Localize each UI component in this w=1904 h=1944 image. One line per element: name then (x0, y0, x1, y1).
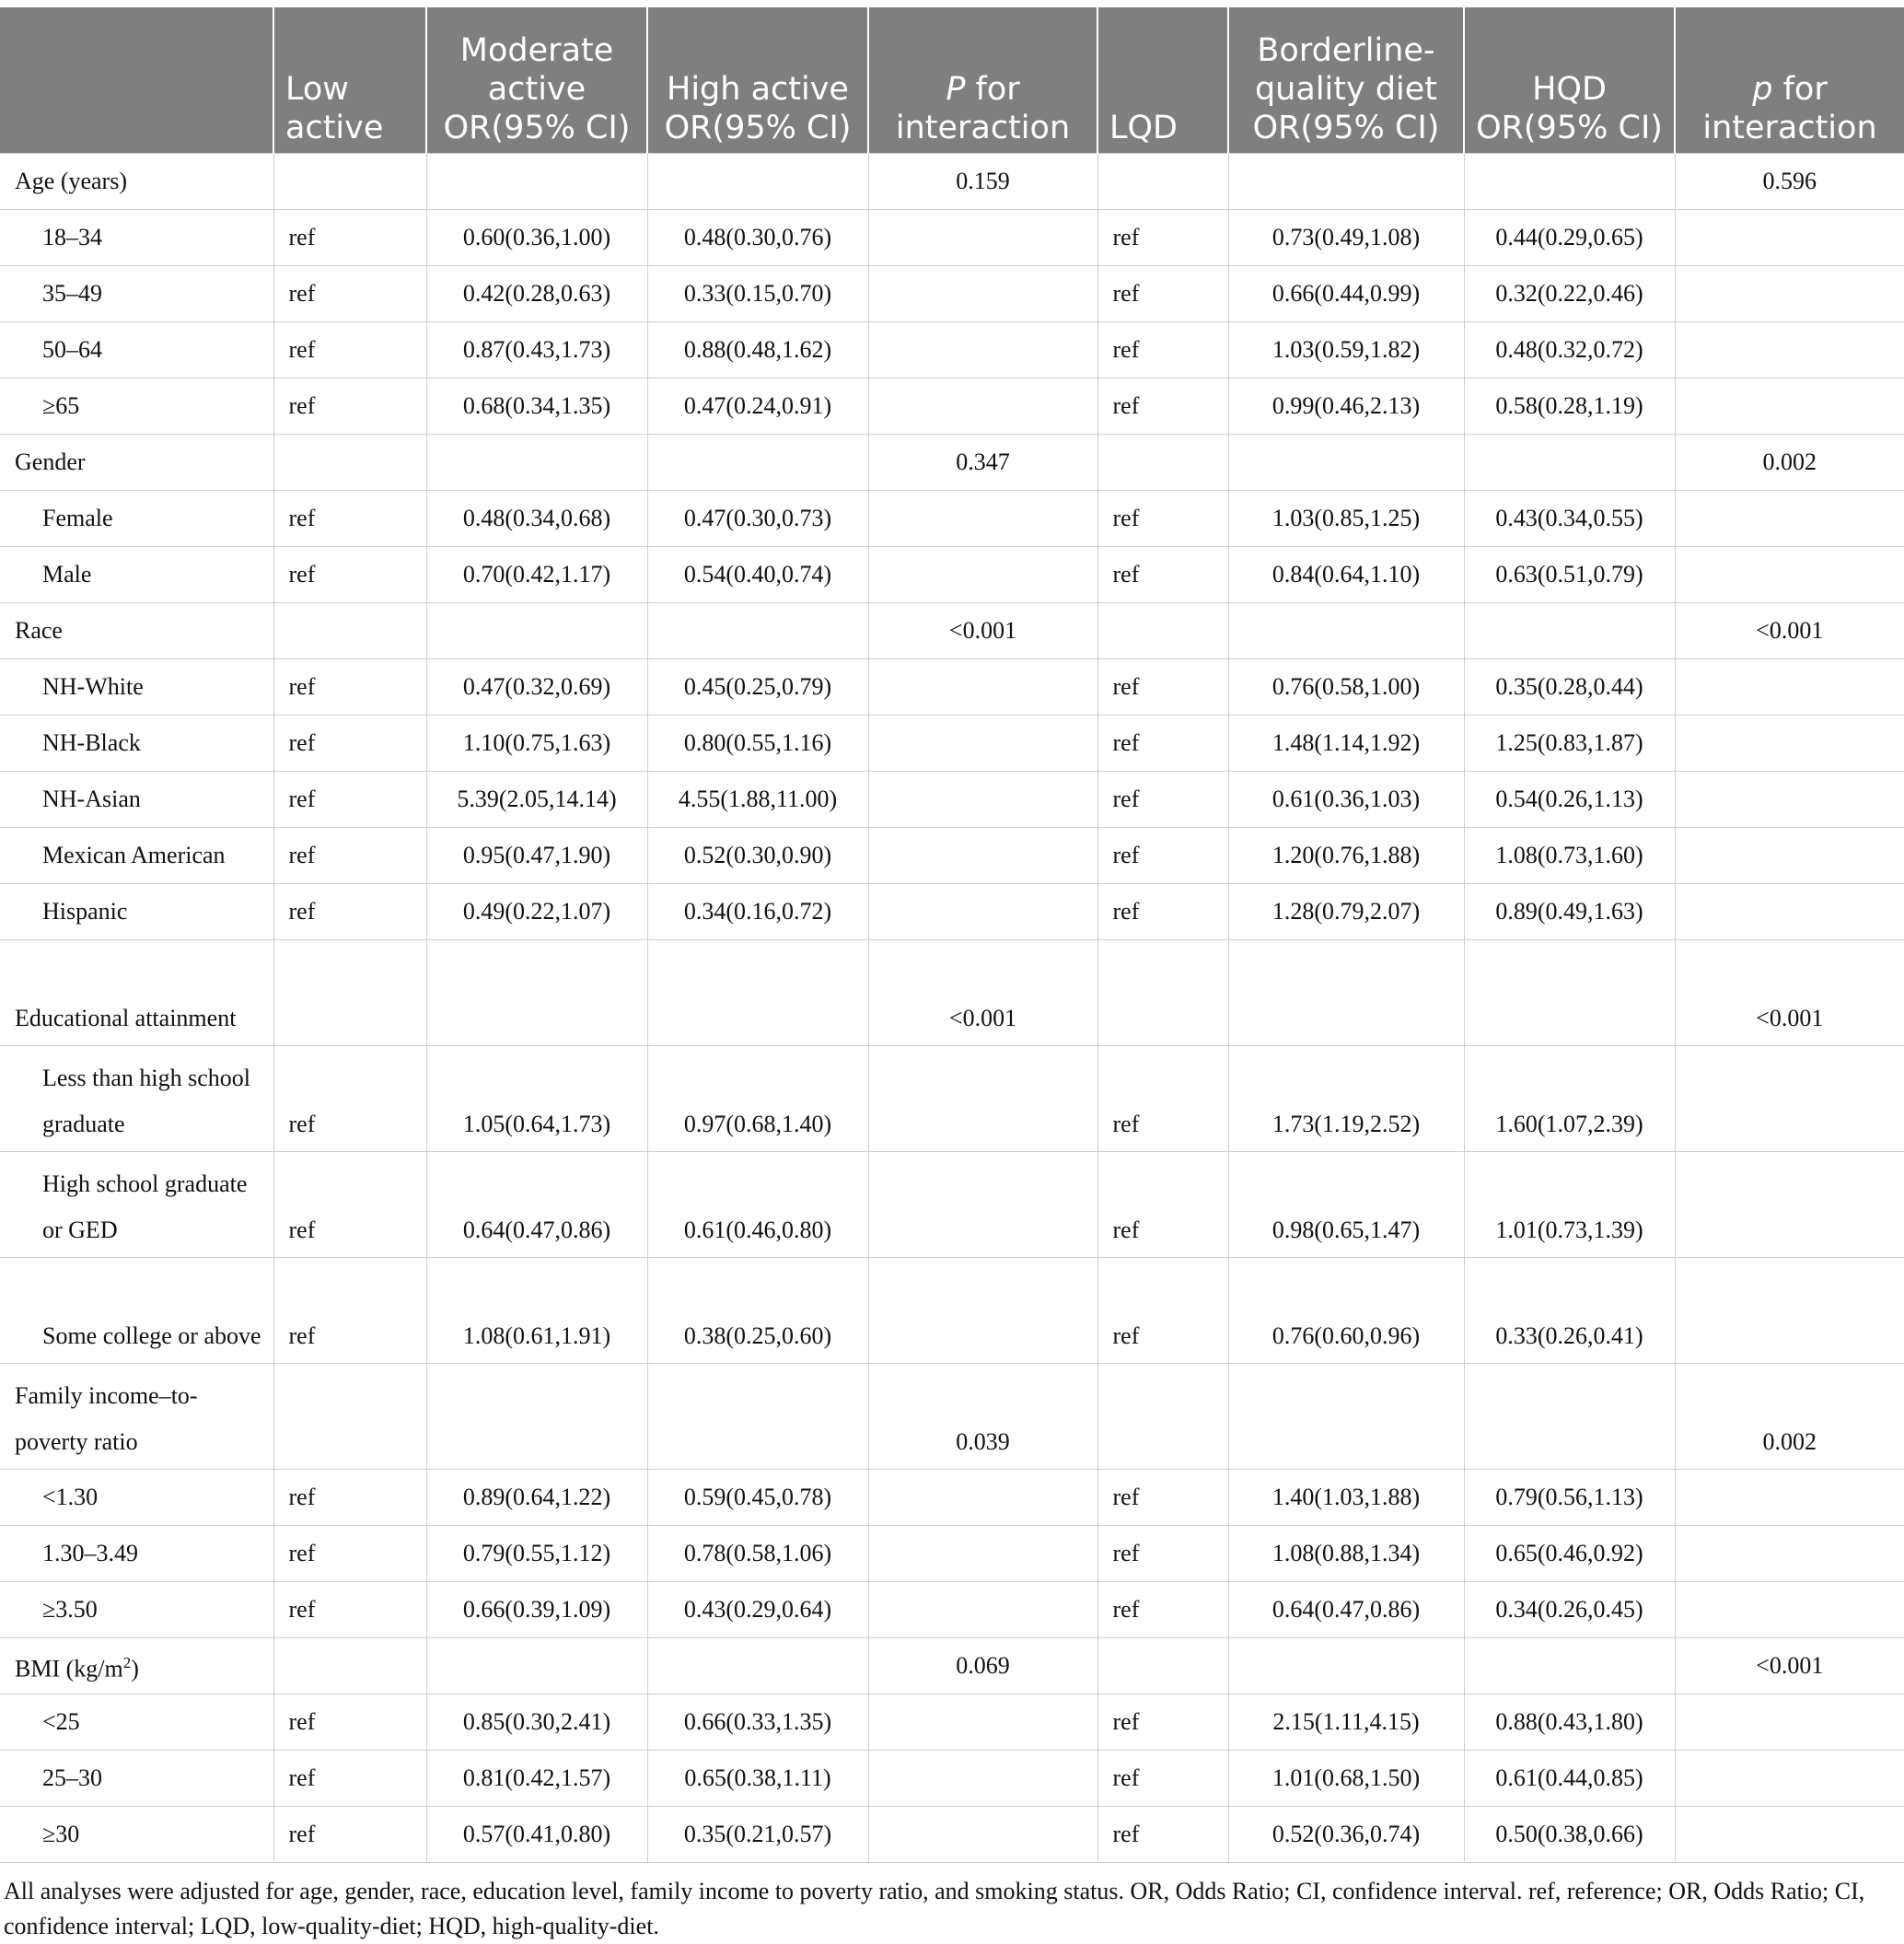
ref-diet: ref (1097, 828, 1228, 884)
empty-cell (1675, 1526, 1904, 1582)
empty-cell (868, 491, 1097, 547)
or-high-active: 0.88(0.48,1.62) (647, 322, 868, 378)
or-moderate-active: 0.89(0.64,1.22) (426, 1470, 647, 1526)
empty-cell (1675, 1046, 1904, 1152)
empty-cell (1675, 1582, 1904, 1638)
or-moderate-active: 1.08(0.61,1.91) (426, 1258, 647, 1364)
ref-activity: ref (273, 322, 426, 378)
ref-activity: ref (273, 1582, 426, 1638)
p-interaction-diet: 0.596 (1675, 154, 1904, 210)
ref-activity: ref (273, 1152, 426, 1258)
subgroup-label: ≥30 (0, 1807, 273, 1863)
empty-cell (273, 435, 426, 491)
or-hqd: 0.48(0.32,0.72) (1464, 322, 1675, 378)
category-label: Gender (0, 435, 273, 491)
empty-cell (426, 154, 647, 210)
empty-cell (868, 1046, 1097, 1152)
subgroup-label: ≥3.50 (0, 1582, 273, 1638)
empty-cell (1228, 435, 1464, 491)
or-moderate-active: 0.60(0.36,1.00) (426, 210, 647, 266)
ref-diet: ref (1097, 1526, 1228, 1582)
ref-diet: ref (1097, 491, 1228, 547)
empty-cell (868, 716, 1097, 772)
empty-cell (647, 1364, 868, 1470)
or-moderate-active: 0.87(0.43,1.73) (426, 322, 647, 378)
header-high-active: High active OR(95% CI) (647, 7, 868, 154)
p-interaction-activity: 0.039 (868, 1364, 1097, 1470)
or-high-active: 0.80(0.55,1.16) (647, 716, 868, 772)
ref-diet: ref (1097, 378, 1228, 435)
empty-cell (1675, 210, 1904, 266)
ref-activity: ref (273, 1470, 426, 1526)
or-borderline-diet: 0.98(0.65,1.47) (1228, 1152, 1464, 1258)
empty-cell (1675, 491, 1904, 547)
or-borderline-diet: 1.40(1.03,1.88) (1228, 1470, 1464, 1526)
empty-cell (647, 154, 868, 210)
p-interaction-diet: <0.001 (1675, 940, 1904, 1046)
table-row (0, 1751, 1904, 1807)
ref-activity: ref (273, 1258, 426, 1364)
empty-cell (1675, 1258, 1904, 1364)
or-moderate-active: 0.48(0.34,0.68) (426, 491, 647, 547)
table-footnote: All analyses were adjusted for age, gender, race, education level, family income to poverty ratio, and smoking status. OR, Odds Ratio; CI, confidence interval. ref, reference; OR, Odds Ratio; CI, confidence interval; LQD, low-quality-diet; HQD, high-quality-diet. (4, 1878, 1865, 1939)
or-hqd: 1.08(0.73,1.60) (1464, 828, 1675, 884)
or-borderline-diet: 0.61(0.36,1.03) (1228, 772, 1464, 828)
subgroup-label: 35–49 (0, 266, 273, 322)
empty-cell (868, 547, 1097, 603)
header-p-interaction-diet (1675, 7, 1904, 154)
subgroup-label: Hispanic (0, 884, 273, 940)
empty-cell (1675, 1807, 1904, 1863)
empty-cell (1464, 154, 1675, 210)
or-moderate-active: 1.10(0.75,1.63) (426, 716, 647, 772)
or-borderline-diet: 0.84(0.64,1.10) (1228, 547, 1464, 603)
empty-cell (1097, 1638, 1228, 1694)
or-hqd: 0.43(0.34,0.55) (1464, 491, 1675, 547)
empty-cell (1675, 772, 1904, 828)
empty-cell (1675, 1470, 1904, 1526)
empty-cell (868, 1751, 1097, 1807)
or-moderate-active: 0.70(0.42,1.17) (426, 547, 647, 603)
empty-cell (1228, 1364, 1464, 1470)
empty-cell (647, 1638, 868, 1694)
or-moderate-active: 0.79(0.55,1.12) (426, 1526, 647, 1582)
or-high-active: 4.55(1.88,11.00) (647, 772, 868, 828)
category-row (0, 435, 1904, 491)
or-high-active: 0.97(0.68,1.40) (647, 1046, 868, 1152)
empty-cell (1675, 1694, 1904, 1751)
or-hqd: 0.61(0.44,0.85) (1464, 1751, 1675, 1807)
table-row (0, 772, 1904, 828)
or-high-active: 0.65(0.38,1.11) (647, 1751, 868, 1807)
ref-activity: ref (273, 659, 426, 716)
ref-activity: ref (273, 828, 426, 884)
empty-cell (1464, 435, 1675, 491)
empty-cell (868, 1694, 1097, 1751)
ref-diet: ref (1097, 1694, 1228, 1751)
empty-cell (273, 603, 426, 659)
empty-cell (868, 322, 1097, 378)
or-moderate-active: 0.57(0.41,0.80) (426, 1807, 647, 1863)
or-hqd: 0.33(0.26,0.41) (1464, 1258, 1675, 1364)
p-interaction-diet: 0.002 (1675, 435, 1904, 491)
category-label: Age (years) (0, 154, 273, 210)
empty-cell (1675, 884, 1904, 940)
table-container (0, 7, 1904, 1944)
or-borderline-diet: 0.64(0.47,0.86) (1228, 1582, 1464, 1638)
or-high-active: 0.47(0.30,0.73) (647, 491, 868, 547)
subgroup-label: NH-Black (0, 716, 273, 772)
empty-cell (426, 603, 647, 659)
subgroup-label: Less than high school graduate (0, 1046, 273, 1152)
empty-cell (647, 940, 868, 1046)
empty-cell (868, 210, 1097, 266)
table-row (0, 1470, 1904, 1526)
or-high-active: 0.48(0.30,0.76) (647, 210, 868, 266)
table-row (0, 1526, 1904, 1582)
or-moderate-active: 0.47(0.32,0.69) (426, 659, 647, 716)
empty-cell (1675, 828, 1904, 884)
or-borderline-diet: 1.08(0.88,1.34) (1228, 1526, 1464, 1582)
table-row (0, 210, 1904, 266)
header-p-italic: P (946, 71, 966, 108)
empty-cell (1675, 266, 1904, 322)
or-borderline-diet: 1.03(0.59,1.82) (1228, 322, 1464, 378)
ref-diet: ref (1097, 1046, 1228, 1152)
empty-cell (1464, 940, 1675, 1046)
subgroup-label: <1.30 (0, 1470, 273, 1526)
or-hqd: 0.44(0.29,0.65) (1464, 210, 1675, 266)
empty-cell (273, 154, 426, 210)
or-high-active: 0.33(0.15,0.70) (647, 266, 868, 322)
header-borderline-diet: Borderline-quality diet OR(95% CI) (1228, 7, 1464, 154)
or-borderline-diet: 0.76(0.58,1.00) (1228, 659, 1464, 716)
empty-cell (868, 884, 1097, 940)
category-row (0, 1364, 1904, 1470)
ref-diet: ref (1097, 1152, 1228, 1258)
ref-diet: ref (1097, 322, 1228, 378)
or-hqd: 0.88(0.43,1.80) (1464, 1694, 1675, 1751)
or-moderate-active: 0.66(0.39,1.09) (426, 1582, 647, 1638)
category-label-text: BMI (kg/m (15, 1655, 123, 1682)
empty-cell (1675, 547, 1904, 603)
or-moderate-active: 5.39(2.05,14.14) (426, 772, 647, 828)
or-moderate-active: 0.85(0.30,2.41) (426, 1694, 647, 1751)
ref-activity: ref (273, 547, 426, 603)
empty-cell (868, 266, 1097, 322)
or-hqd: 0.65(0.46,0.92) (1464, 1526, 1675, 1582)
empty-cell (647, 603, 868, 659)
ref-diet: ref (1097, 1258, 1228, 1364)
header-p-interaction-activity (868, 7, 1097, 154)
category-label-tail: ) (131, 1655, 139, 1682)
empty-cell (426, 1638, 647, 1694)
empty-cell (426, 435, 647, 491)
or-borderline-diet: 1.20(0.76,1.88) (1228, 828, 1464, 884)
category-label: Family income–to-poverty ratio (0, 1364, 273, 1470)
empty-cell (868, 828, 1097, 884)
ref-activity: ref (273, 884, 426, 940)
empty-cell (1097, 940, 1228, 1046)
category-label: Educational attainment (0, 940, 273, 1046)
p-interaction-diet: <0.001 (1675, 1638, 1904, 1694)
empty-cell (868, 378, 1097, 435)
or-hqd: 0.58(0.28,1.19) (1464, 378, 1675, 435)
subgroup-label: 25–30 (0, 1751, 273, 1807)
subgroup-label: ≥65 (0, 378, 273, 435)
ref-activity: ref (273, 1694, 426, 1751)
or-borderline-diet: 0.52(0.36,0.74) (1228, 1807, 1464, 1863)
empty-cell (426, 1364, 647, 1470)
or-borderline-diet: 1.48(1.14,1.92) (1228, 716, 1464, 772)
p-interaction-activity: 0.159 (868, 154, 1097, 210)
ref-activity: ref (273, 210, 426, 266)
subgroup-label: NH-White (0, 659, 273, 716)
or-moderate-active: 0.68(0.34,1.35) (426, 378, 647, 435)
empty-cell (426, 940, 647, 1046)
empty-cell (1675, 322, 1904, 378)
header-moderate-active: Moderate active OR(95% CI) (426, 7, 647, 154)
subgroup-label: <25 (0, 1694, 273, 1751)
p-interaction-diet: 0.002 (1675, 1364, 1904, 1470)
or-high-active: 0.45(0.25,0.79) (647, 659, 868, 716)
subgroup-label: NH-Asian (0, 772, 273, 828)
table-row (0, 1807, 1904, 1863)
table-row (0, 322, 1904, 378)
subgroup-label: Mexican American (0, 828, 273, 884)
ref-activity: ref (273, 491, 426, 547)
empty-cell (1464, 1638, 1675, 1694)
or-moderate-active: 0.95(0.47,1.90) (426, 828, 647, 884)
category-row (0, 603, 1904, 659)
or-hqd: 0.79(0.56,1.13) (1464, 1470, 1675, 1526)
or-high-active: 0.61(0.46,0.80) (647, 1152, 868, 1258)
subgroup-label: 1.30–3.49 (0, 1526, 273, 1582)
p-interaction-activity: 0.069 (868, 1638, 1097, 1694)
empty-cell (1097, 1364, 1228, 1470)
or-hqd: 0.35(0.28,0.44) (1464, 659, 1675, 716)
or-borderline-diet: 1.03(0.85,1.25) (1228, 491, 1464, 547)
table-row (0, 266, 1904, 322)
ref-diet: ref (1097, 266, 1228, 322)
or-high-active: 0.43(0.29,0.64) (647, 1582, 868, 1638)
empty-cell (1464, 1364, 1675, 1470)
empty-cell (868, 1582, 1097, 1638)
empty-cell (1097, 435, 1228, 491)
empty-cell (1675, 716, 1904, 772)
empty-cell (1675, 378, 1904, 435)
ref-activity: ref (273, 266, 426, 322)
header-lqd: LQD (1097, 7, 1228, 154)
header-p2-italic: p (1752, 71, 1773, 108)
or-hqd: 1.25(0.83,1.87) (1464, 716, 1675, 772)
ref-diet: ref (1097, 716, 1228, 772)
or-hqd: 0.54(0.26,1.13) (1464, 772, 1675, 828)
table-row (0, 716, 1904, 772)
or-high-active: 0.47(0.24,0.91) (647, 378, 868, 435)
table-row (0, 491, 1904, 547)
ref-diet: ref (1097, 659, 1228, 716)
table-row (0, 378, 1904, 435)
ref-activity: ref (273, 1046, 426, 1152)
or-borderline-diet: 1.28(0.79,2.07) (1228, 884, 1464, 940)
empty-cell (273, 1638, 426, 1694)
or-hqd: 1.60(1.07,2.39) (1464, 1046, 1675, 1152)
subgroup-label: Female (0, 491, 273, 547)
ref-diet: ref (1097, 210, 1228, 266)
ref-diet: ref (1097, 1807, 1228, 1863)
or-hqd: 0.32(0.22,0.46) (1464, 266, 1675, 322)
category-row (0, 1638, 1904, 1694)
or-borderline-diet: 0.99(0.46,2.13) (1228, 378, 1464, 435)
empty-cell (868, 772, 1097, 828)
p-interaction-activity: <0.001 (868, 603, 1097, 659)
ref-diet: ref (1097, 1751, 1228, 1807)
header-low-active: Low active (273, 7, 426, 154)
ref-diet: ref (1097, 772, 1228, 828)
table-row (0, 828, 1904, 884)
or-high-active: 0.66(0.33,1.35) (647, 1694, 868, 1751)
empty-cell (1675, 659, 1904, 716)
p-interaction-diet: <0.001 (1675, 603, 1904, 659)
table-row (0, 1046, 1904, 1152)
table-row (0, 1694, 1904, 1751)
table-row (0, 659, 1904, 716)
empty-cell (647, 435, 868, 491)
or-hqd: 0.63(0.51,0.79) (1464, 547, 1675, 603)
empty-cell (1675, 1751, 1904, 1807)
table-row (0, 1258, 1904, 1364)
empty-cell (868, 1258, 1097, 1364)
or-moderate-active: 0.81(0.42,1.57) (426, 1751, 647, 1807)
ref-activity: ref (273, 1807, 426, 1863)
header-hqd: HQD OR(95% CI) (1464, 7, 1675, 154)
or-borderline-diet: 2.15(1.11,4.15) (1228, 1694, 1464, 1751)
ref-activity: ref (273, 772, 426, 828)
subgroup-label: Male (0, 547, 273, 603)
empty-cell (1228, 940, 1464, 1046)
table-row (0, 1582, 1904, 1638)
ref-activity: ref (273, 1526, 426, 1582)
empty-cell (1228, 154, 1464, 210)
empty-cell (868, 1470, 1097, 1526)
or-borderline-diet: 1.01(0.68,1.50) (1228, 1751, 1464, 1807)
or-high-active: 0.38(0.25,0.60) (647, 1258, 868, 1364)
subgroup-label: Some college or above (0, 1258, 273, 1364)
ref-activity: ref (273, 1751, 426, 1807)
empty-cell (1097, 154, 1228, 210)
or-moderate-active: 0.49(0.22,1.07) (426, 884, 647, 940)
ref-diet: ref (1097, 1470, 1228, 1526)
ref-activity: ref (273, 716, 426, 772)
subgroup-label: 18–34 (0, 210, 273, 266)
or-high-active: 0.54(0.40,0.74) (647, 547, 868, 603)
category-label-superscript: 2 (122, 1653, 132, 1671)
or-high-active: 0.78(0.58,1.06) (647, 1526, 868, 1582)
results-table (0, 7, 1904, 1863)
category-label: Race (0, 603, 273, 659)
subgroup-label: High school graduate or GED (0, 1152, 273, 1258)
empty-cell (868, 1807, 1097, 1863)
ref-activity: ref (273, 378, 426, 435)
category-row (0, 940, 1904, 1046)
or-moderate-active: 0.64(0.47,0.86) (426, 1152, 647, 1258)
table-body (0, 154, 1904, 1863)
table-row (0, 547, 1904, 603)
header-subgroup (0, 7, 273, 154)
empty-cell (1228, 603, 1464, 659)
table-row (0, 1152, 1904, 1258)
empty-cell (1675, 1152, 1904, 1258)
or-high-active: 0.52(0.30,0.90) (647, 828, 868, 884)
ref-diet: ref (1097, 1582, 1228, 1638)
empty-cell (1228, 1638, 1464, 1694)
empty-cell (273, 1364, 426, 1470)
p-interaction-activity: <0.001 (868, 940, 1097, 1046)
or-hqd: 1.01(0.73,1.39) (1464, 1152, 1675, 1258)
subgroup-label: 50–64 (0, 322, 273, 378)
or-high-active: 0.35(0.21,0.57) (647, 1807, 868, 1863)
empty-cell (868, 1526, 1097, 1582)
ref-diet: ref (1097, 547, 1228, 603)
empty-cell (1464, 603, 1675, 659)
or-hqd: 0.89(0.49,1.63) (1464, 884, 1675, 940)
or-borderline-diet: 0.66(0.44,0.99) (1228, 266, 1464, 322)
or-borderline-diet: 1.73(1.19,2.52) (1228, 1046, 1464, 1152)
header-p2-rest: for interaction (1702, 71, 1877, 146)
or-high-active: 0.59(0.45,0.78) (647, 1470, 868, 1526)
table-row (0, 884, 1904, 940)
or-hqd: 0.50(0.38,0.66) (1464, 1807, 1675, 1863)
or-borderline-diet: 0.73(0.49,1.08) (1228, 210, 1464, 266)
header-row (0, 7, 1904, 154)
category-label (0, 1638, 273, 1694)
empty-cell (1097, 603, 1228, 659)
empty-cell (273, 940, 426, 1046)
or-borderline-diet: 0.76(0.60,0.96) (1228, 1258, 1464, 1364)
empty-cell (868, 659, 1097, 716)
or-high-active: 0.34(0.16,0.72) (647, 884, 868, 940)
or-moderate-active: 0.42(0.28,0.63) (426, 266, 647, 322)
p-interaction-activity: 0.347 (868, 435, 1097, 491)
or-hqd: 0.34(0.26,0.45) (1464, 1582, 1675, 1638)
ref-diet: ref (1097, 884, 1228, 940)
or-moderate-active: 1.05(0.64,1.73) (426, 1046, 647, 1152)
category-row (0, 154, 1904, 210)
empty-cell (868, 1152, 1097, 1258)
header-p-rest: for interaction (895, 71, 1071, 146)
